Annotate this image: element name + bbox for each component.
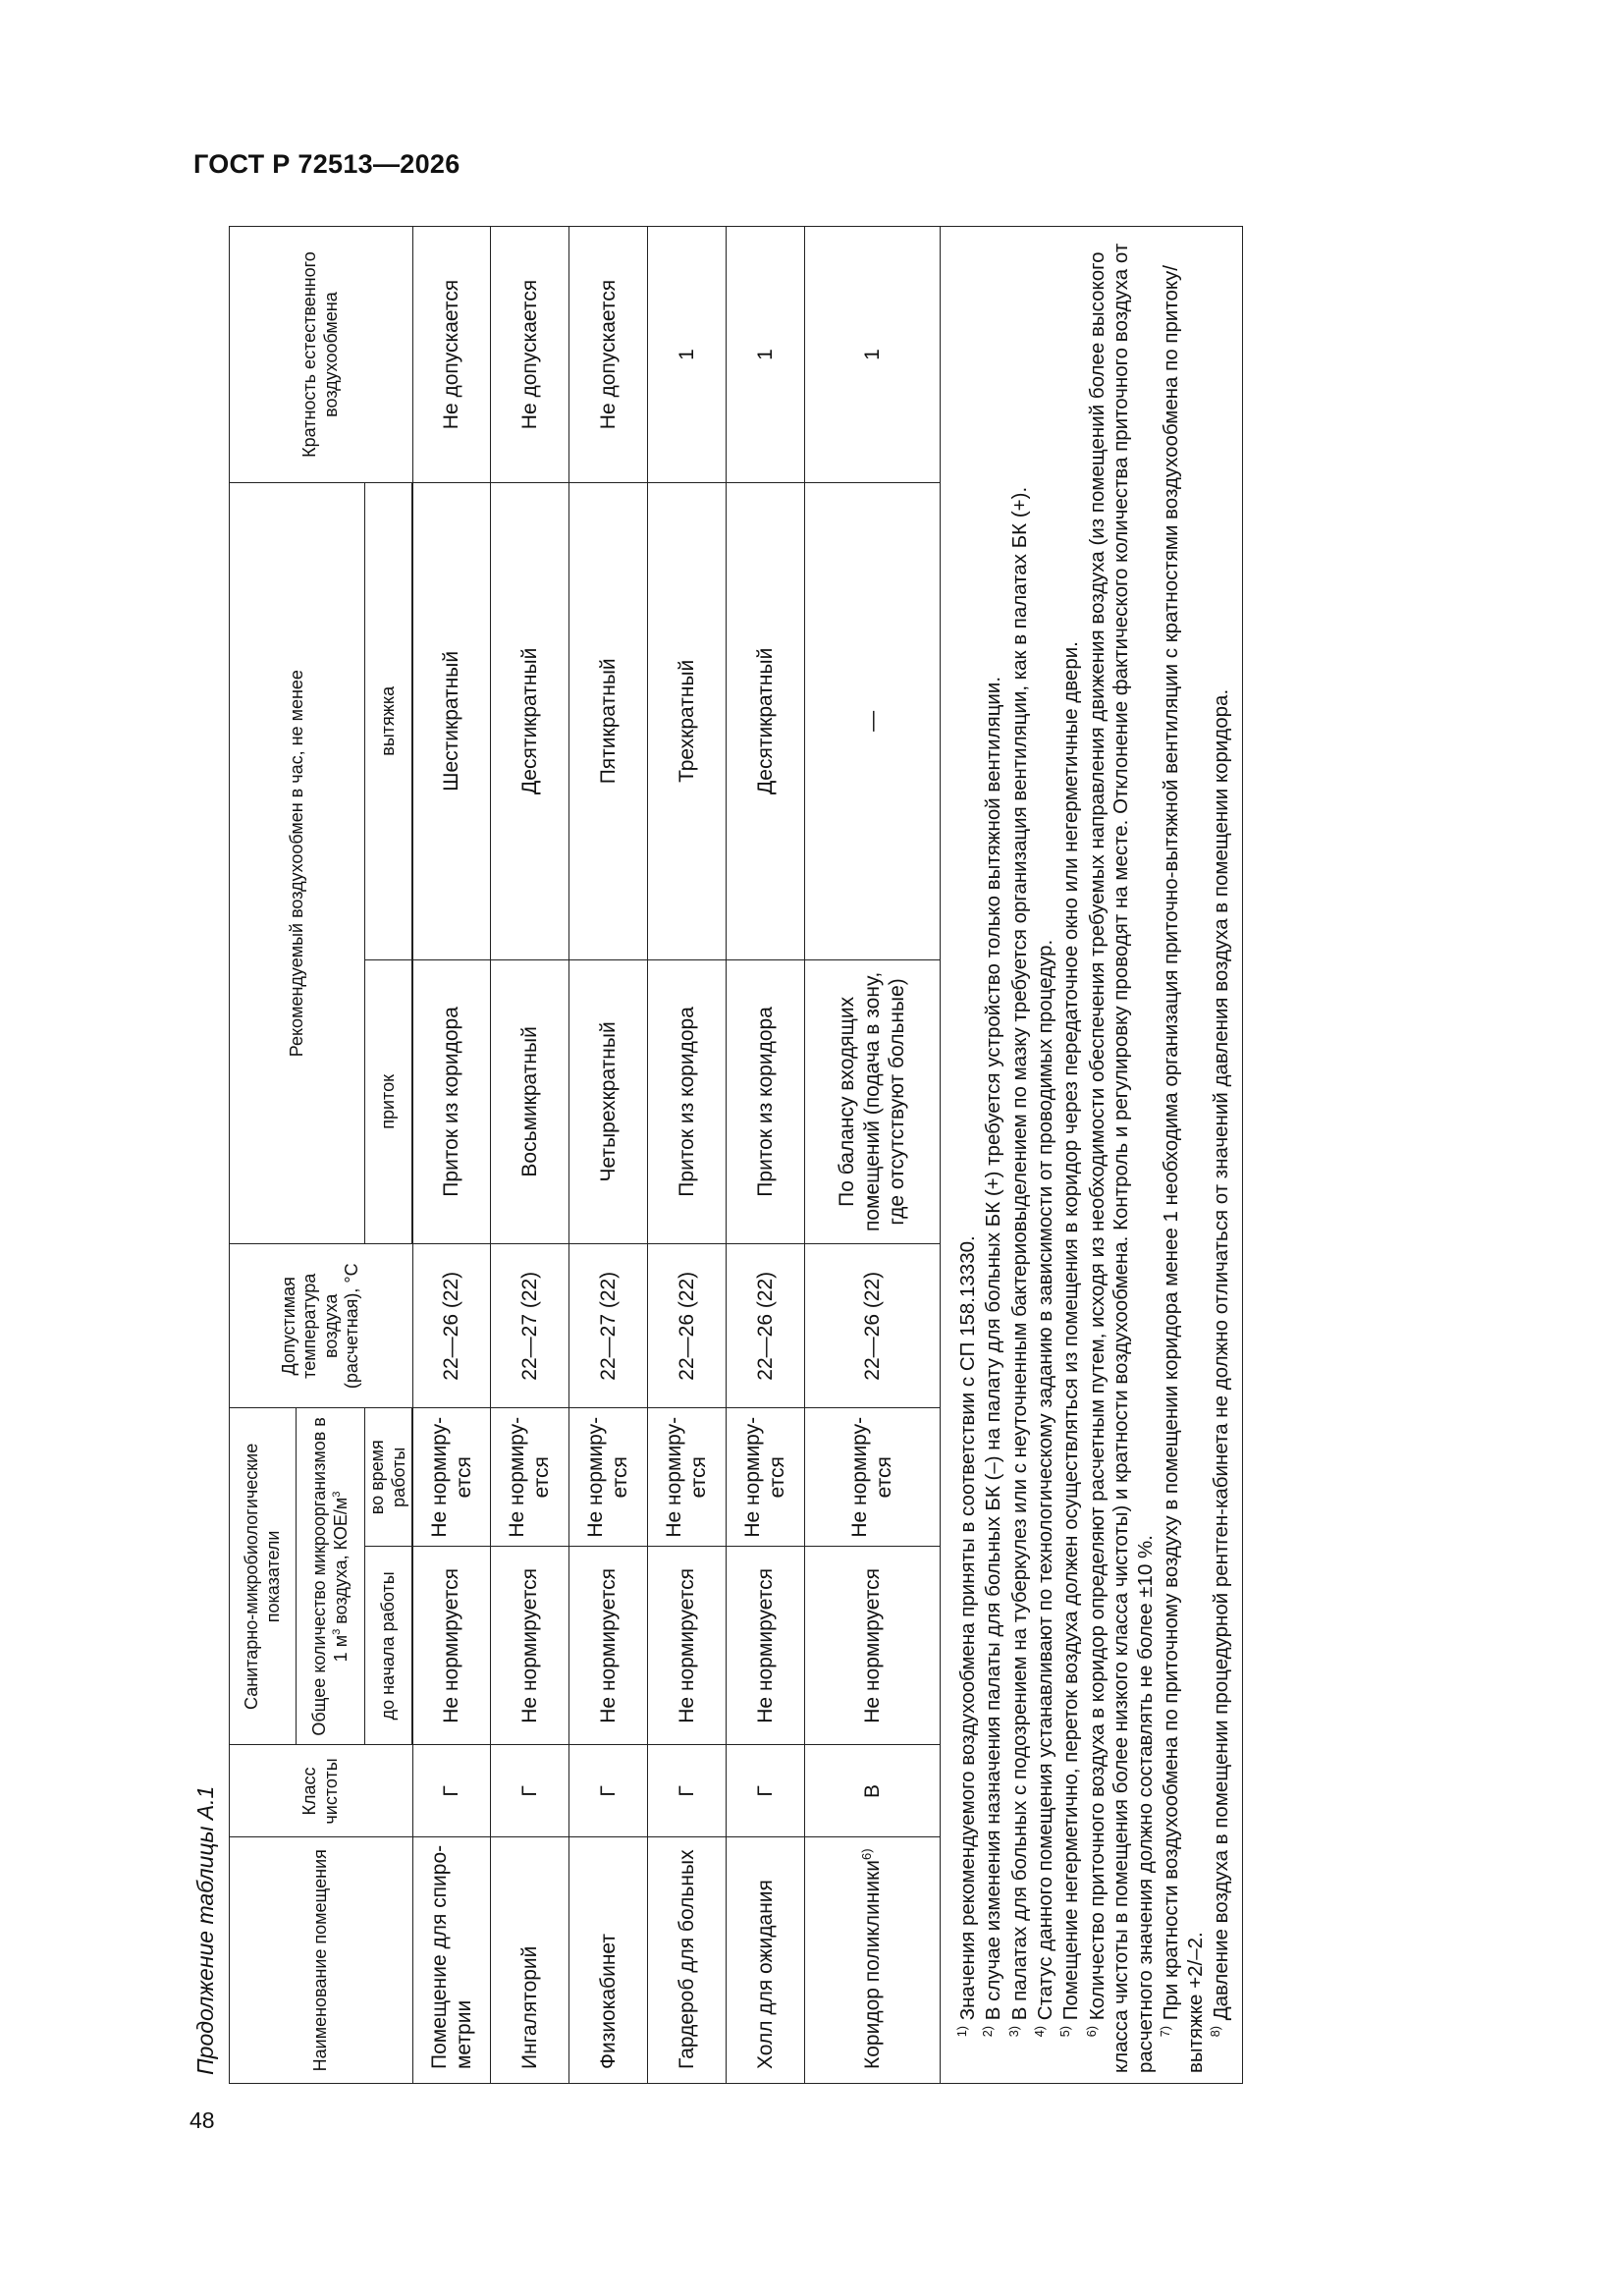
footnote: $^{5)}$ Помещение негерметично, переток воздуха должен осуществляться из помещения в коридор через передаточное окно или негерметичные двери.	[1057, 641, 1083, 2038]
table-caption: Продолжение таблицы А.1	[192, 1785, 218, 2075]
during-work-value: Не нормиру-ется	[412, 1408, 490, 1547]
clean-class: Г	[412, 1745, 490, 1837]
supply-value: Четырехкратный	[568, 959, 647, 1244]
exhaust-value: Десятикратный	[490, 483, 568, 959]
table-row	[726, 227, 804, 2084]
footnote: $^{1)}$ Значения рекомендуемого воздухообмена приняты в соответствии с СП 158.13330.	[953, 1235, 979, 2038]
table-row	[490, 227, 568, 2084]
table-row	[804, 227, 940, 2084]
supply-value: Восьмикратный	[490, 959, 568, 1244]
clean-class: Г	[568, 1745, 647, 1837]
table-row	[412, 227, 490, 2084]
during-work-value: Не нормиру-ется	[568, 1408, 647, 1547]
temperature-value: 22—27 (22)	[490, 1244, 568, 1408]
temperature-value: 22—26 (22)	[647, 1244, 726, 1408]
temperature-value: 22—26 (22)	[726, 1244, 804, 1408]
ventilation-table	[229, 226, 1243, 2084]
footnote: $^{6)}$ Количество приточного воздуха в коридор определяют расчетным путем, исходя из необходимости обеспечения требуемых направления движения воздуха (из помещений более высокого класса чистоты в помещения более низкого класса чистоты) и кратности воздухообмена. Контроль и регулировку проводят на месте. Отклонение фактического количества приточного воздуха от расчетного значения должно составлять не более ±10 %.	[1083, 243, 1157, 2073]
natural-value: 1	[804, 227, 940, 483]
header-supply: приток	[365, 959, 413, 1244]
temperature-value: 22—26 (22)	[804, 1244, 940, 1408]
natural-value: Не допускается	[568, 227, 647, 483]
natural-value: Не допускается	[412, 227, 490, 483]
before-work-value: Не нормируется	[568, 1547, 647, 1745]
exhaust-value: Пятикратный	[568, 483, 647, 959]
natural-value: 1	[726, 227, 804, 483]
header-class: Класс чистоты	[230, 1745, 413, 1837]
header-name: Наименование помещения	[230, 1837, 413, 2084]
clean-class: В	[804, 1745, 940, 1837]
exhaust-value: Десятикратный	[726, 483, 804, 959]
room-name: Физиокабинет	[568, 1837, 647, 2084]
header-natural: Кратность естественного воздухообмена	[230, 227, 413, 483]
footnote: $^{4)}$ Статус данного помещения устанавливают по технологическому заданию в зависимости от проводимых процедур.	[1031, 939, 1056, 2038]
exhaust-value: —	[804, 483, 940, 959]
before-work-value: Не нормируется	[804, 1547, 940, 1745]
during-work-value: Не нормиру-ется	[726, 1408, 804, 1547]
room-name: Помещение для спиро-метрии	[412, 1837, 490, 2084]
before-work-value: Не нормируется	[412, 1547, 490, 1745]
room-name: Коридор поликлиники$^{6)}$	[804, 1837, 940, 2084]
during-work-value: Не нормиру-ется	[647, 1408, 726, 1547]
header-exhaust: вытяжка	[365, 483, 413, 959]
footnote: $^{8)}$ Давление воздуха в помещении процедурной рентген-кабинета не должно отличаться от значений давления воздуха в помещении коридора.	[1208, 688, 1233, 2038]
clean-class: Г	[726, 1745, 804, 1837]
before-work-value: Не нормируется	[726, 1547, 804, 1745]
before-work-value: Не нормируется	[647, 1547, 726, 1745]
header-before-work: до начала работы	[365, 1547, 413, 1745]
exhaust-value: Трехкратный	[647, 483, 726, 959]
room-name: Холл для ожидания	[726, 1837, 804, 2084]
footnote: $^{2)}$ В случае изменения назначения палаты для больных БК (–) на палату для больных БК (+) требуется устройство только вытяжной вентиляции.	[980, 676, 1004, 2038]
before-work-value: Не нормируется	[490, 1547, 568, 1745]
header-exchange: Рекомендуемый воздухообмен в час, не менее	[230, 483, 365, 1244]
notes-row	[940, 227, 1242, 2084]
supply-value: По балансу входящих помещений (подача в зону, где отсутствуют больные)	[804, 959, 940, 1244]
footnote: $^{7)}$ При кратности воздухообмена по приточному воздуху в помещении коридора менее 1 необходима организация приточно-вытяжной вентиляции с кратностями воздухообмена по притоку/вытяжке +2/–2.	[1158, 265, 1207, 2073]
supply-value: Приток из коридора	[412, 959, 490, 1244]
table-row	[568, 227, 647, 2084]
supply-value: Приток из коридора	[647, 959, 726, 1244]
clean-class: Г	[647, 1745, 726, 1837]
header-sanitary: Санитарно-микробиологические показатели	[230, 1408, 297, 1745]
during-work-value: Не нормиру-ется	[804, 1408, 940, 1547]
supply-value: Приток из коридора	[726, 959, 804, 1244]
document-code: ГОСТ Р 72513—2026	[193, 149, 460, 179]
page-number: 48	[189, 2107, 215, 2133]
temperature-value: 22—26 (22)	[412, 1244, 490, 1408]
table-notes	[940, 227, 1242, 2084]
room-name: Ингаляторий	[490, 1837, 568, 2084]
footnote: $^{3)}$ В палатах для больных с подозрением на туберкулез или с неуточненным бактериовыделением по мазку требуется организация вентиляции, как в палатах БК (+).	[1005, 486, 1031, 2038]
exhaust-value: Шестикратный	[412, 483, 490, 959]
during-work-value: Не нормиру-ется	[490, 1408, 568, 1547]
natural-value: 1	[647, 227, 726, 483]
temperature-value: 22—27 (22)	[568, 1244, 647, 1408]
table-row	[647, 227, 726, 2084]
header-temperature: Допустимая температура воздуха (расчетная), °С	[230, 1244, 413, 1408]
header-during-work: во время работы	[365, 1408, 413, 1547]
natural-value: Не допускается	[490, 227, 568, 483]
room-name: Гардероб для больных	[647, 1837, 726, 2084]
header-microorganisms: Общее количество микроорганизмов в 1 $м^3$ воздуха, КОЕ/$м^3$	[297, 1408, 365, 1745]
clean-class: Г	[490, 1745, 568, 1837]
